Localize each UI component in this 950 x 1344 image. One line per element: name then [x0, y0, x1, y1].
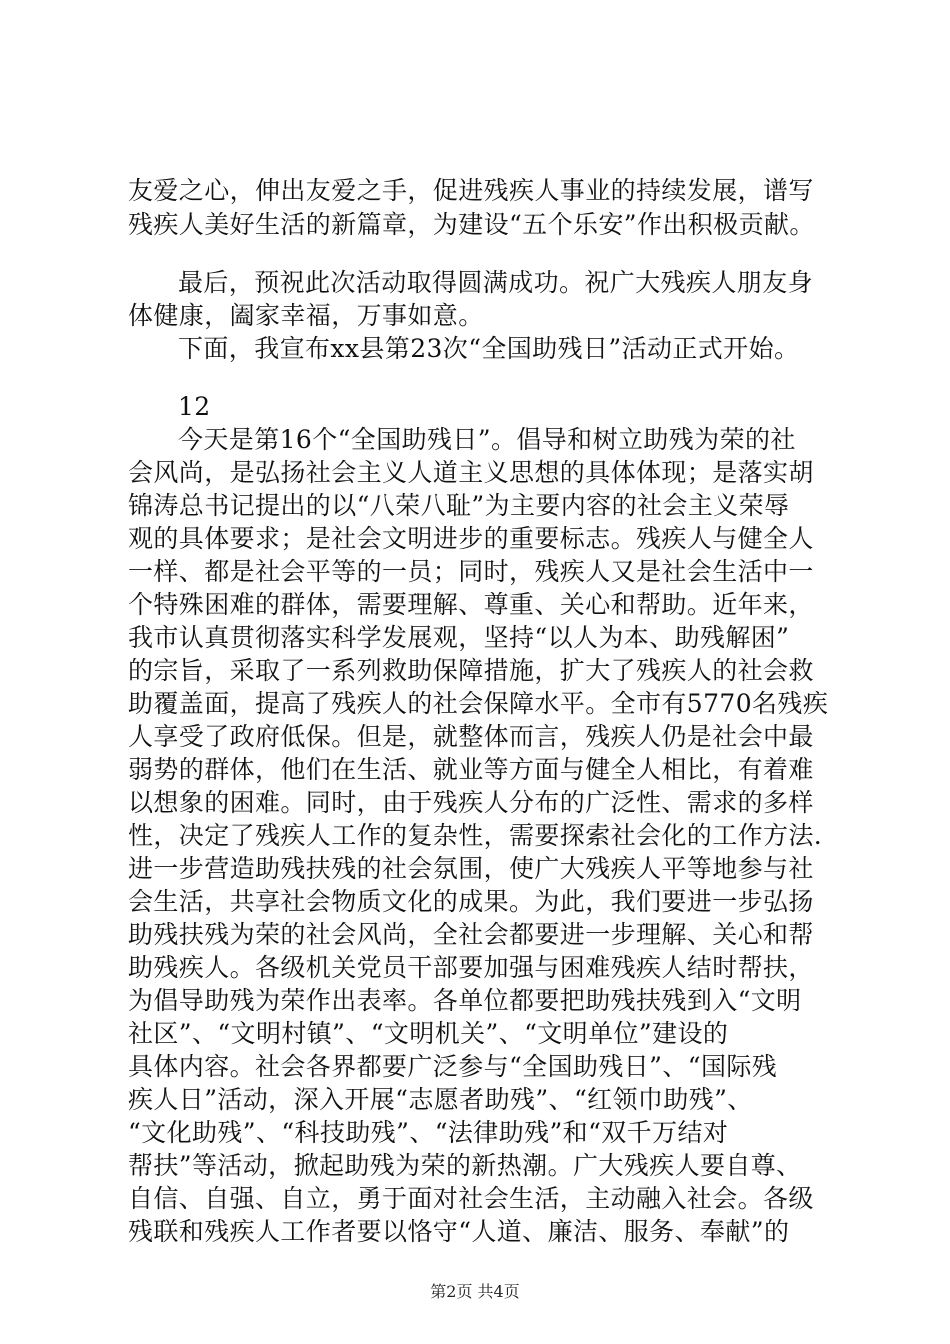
text-line: 会风尚，是弘扬社会主义人道主义思想的具体体现；是落实胡: [128, 458, 814, 487]
text-line: 最后，预祝此次活动取得圆满成功。祝广大残疾人朋友身: [178, 268, 814, 297]
text-line: 残联和残疾人工作者要以恪守“人道、廉洁、服务、奉献”的: [128, 1217, 790, 1246]
text-line: 我市认真贯彻落实科学发展观，坚持“以人为本、助残解困”: [128, 623, 790, 652]
text-line: 个特殊困难的群体，需要理解、尊重、关心和帮助。近年来，: [128, 590, 814, 619]
text-line: “文化助残”、“科技助残”、“法律助残”和“双千万结对: [128, 1118, 729, 1147]
text-line: 友爱之心，伸出友爱之手，促进残疾人事业的持续发展，谱写: [128, 176, 814, 205]
section-number: 12: [178, 392, 211, 421]
text-line: 体健康，阖家幸福，万事如意。: [128, 301, 484, 330]
text-line: 为倡导助残为荣作出表率。各单位都要把助残扶残到入“文明: [128, 986, 802, 1015]
text-line: 自信、自强、自立，勇于面对社会生活，主动融入社会。各级: [128, 1184, 814, 1213]
text-line: 一样、都是社会平等的一员；同时，残疾人又是社会生活中一: [128, 557, 814, 586]
text-line: 观的具体要求；是社会文明进步的重要标志。残疾人与健全人: [128, 524, 814, 553]
text-line: 助覆盖面，提高了残疾人的社会保障水平。全市有5770名残疾: [128, 689, 829, 718]
text-line: 锦涛总书记提出的以“八荣八耻”为主要内容的社会主义荣辱: [128, 491, 790, 520]
text-line: 帮扶”等活动，掀起助残为荣的新热潮。广大残疾人要自尊、: [128, 1151, 802, 1180]
text-line: 人享受了政府低保。但是，就整体而言，残疾人仍是社会中最: [128, 722, 814, 751]
text-line: 今天是第16个“全国助残日”。倡导和树立助残为荣的社: [178, 425, 796, 454]
text-line: 残疾人美好生活的新篇章，为建设“五个乐安”作出积极贡献。: [128, 210, 815, 239]
text-line: 的宗旨，采取了一系列救助保障措施，扩大了残疾人的社会救: [128, 656, 814, 685]
text-line: 助残扶残为荣的社会风尚，全社会都要进一步理解、关心和帮: [128, 920, 814, 949]
text-line: 具体内容。社会各界都要广泛参与“全国助残日”、“国际残: [128, 1052, 778, 1081]
text-line: 性，决定了残疾人工作的复杂性，需要探索社会化的工作方法.: [128, 821, 823, 850]
text-line: 下面，我宣布xx县第23次“全国助残日”活动正式开始。: [178, 334, 800, 363]
page-number-footer: 第2页 共4页: [430, 1282, 520, 1301]
text-line: 进一步营造助残扶残的社会氛围，使广大残疾人平等地参与社: [128, 854, 814, 883]
text-line: 以想象的困难。同时，由于残疾人分布的广泛性、需求的多样: [128, 788, 814, 817]
text-line: 疾人日”活动，深入开展“志愿者助残”、“红领巾助残”、: [128, 1085, 753, 1114]
text-line: 助残疾人。各级机关党员干部要加强与困难残疾人结时帮扶，: [128, 953, 814, 982]
text-line: 社区”、“文明村镇”、“文明机关”、“文明单位”建设的: [128, 1019, 729, 1048]
text-line: 会生活，共享社会物质文化的成果。为此，我们要进一步弘扬: [128, 887, 814, 916]
text-line: 弱势的群体，他们在生活、就业等方面与健全人相比，有着难: [128, 755, 814, 784]
